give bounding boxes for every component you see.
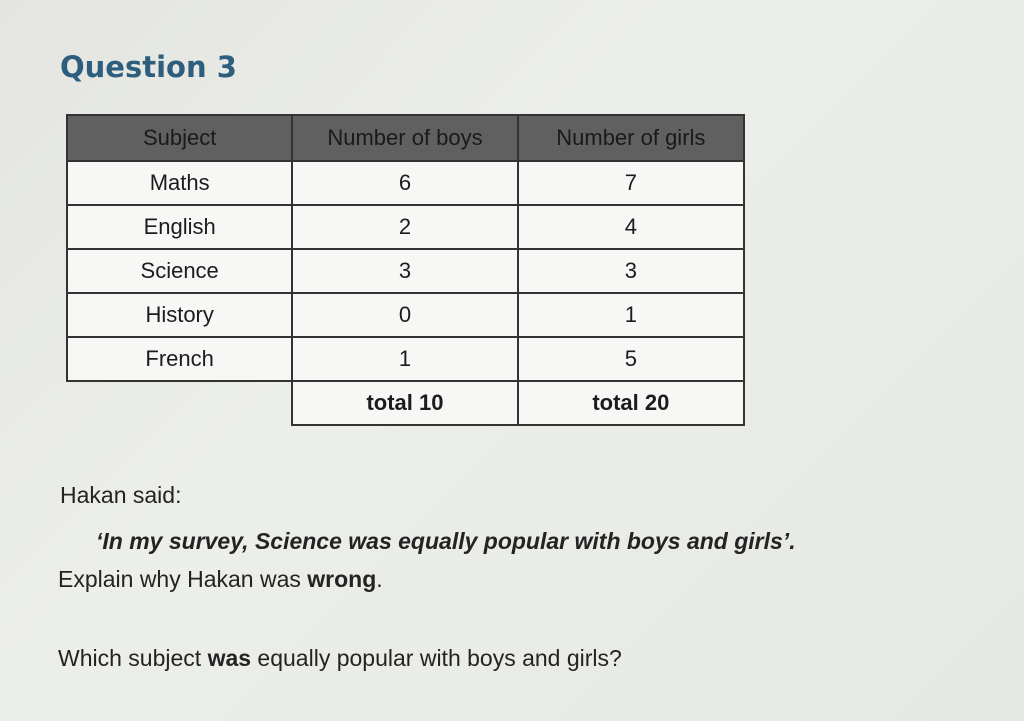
explain-prompt (58, 566, 383, 593)
survey-table (66, 114, 745, 426)
girls-cell: 3 (518, 249, 744, 293)
header-boys: Number of boys (292, 115, 517, 161)
header-girls: Number of girls (518, 115, 744, 161)
subject-cell: Maths (67, 161, 292, 205)
subject-cell: Science (67, 249, 292, 293)
girls-cell: 7 (518, 161, 744, 205)
table-row (67, 293, 744, 337)
girls-total: total 20 (518, 381, 744, 425)
table-row (67, 205, 744, 249)
which-subject-prompt (58, 642, 698, 674)
blank-cell (67, 381, 292, 425)
explain-bold: wrong (307, 566, 377, 592)
table-header-row (67, 115, 744, 161)
table-row (67, 337, 744, 381)
question-title: Question 3 (60, 50, 237, 84)
boys-cell: 6 (292, 161, 517, 205)
subject-cell: History (67, 293, 292, 337)
boys-cell: 0 (292, 293, 517, 337)
table-row (67, 161, 744, 205)
header-subject: Subject (67, 115, 292, 161)
totals-row (67, 381, 744, 425)
which-prefix: Which subject (58, 645, 208, 671)
which-bold: was (207, 645, 252, 671)
boys-cell: 1 (292, 337, 517, 381)
girls-cell: 4 (518, 205, 744, 249)
subject-cell: English (67, 205, 292, 249)
subject-cell: French (67, 337, 292, 381)
girls-cell: 5 (518, 337, 744, 381)
hakan-quote: ‘In my survey, Science was equally popular with boys and girls’. (96, 528, 796, 554)
hakan-said-text: Hakan said: (60, 482, 182, 508)
explain-suffix: . (376, 566, 383, 592)
boys-cell: 3 (292, 249, 517, 293)
table-row (67, 249, 744, 293)
boys-cell: 2 (292, 205, 517, 249)
boys-total: total 10 (292, 381, 517, 425)
girls-cell: 1 (518, 293, 744, 337)
explain-prefix: Explain why Hakan was (58, 566, 308, 592)
which-suffix: equally popular with boys and girls? (251, 645, 622, 671)
